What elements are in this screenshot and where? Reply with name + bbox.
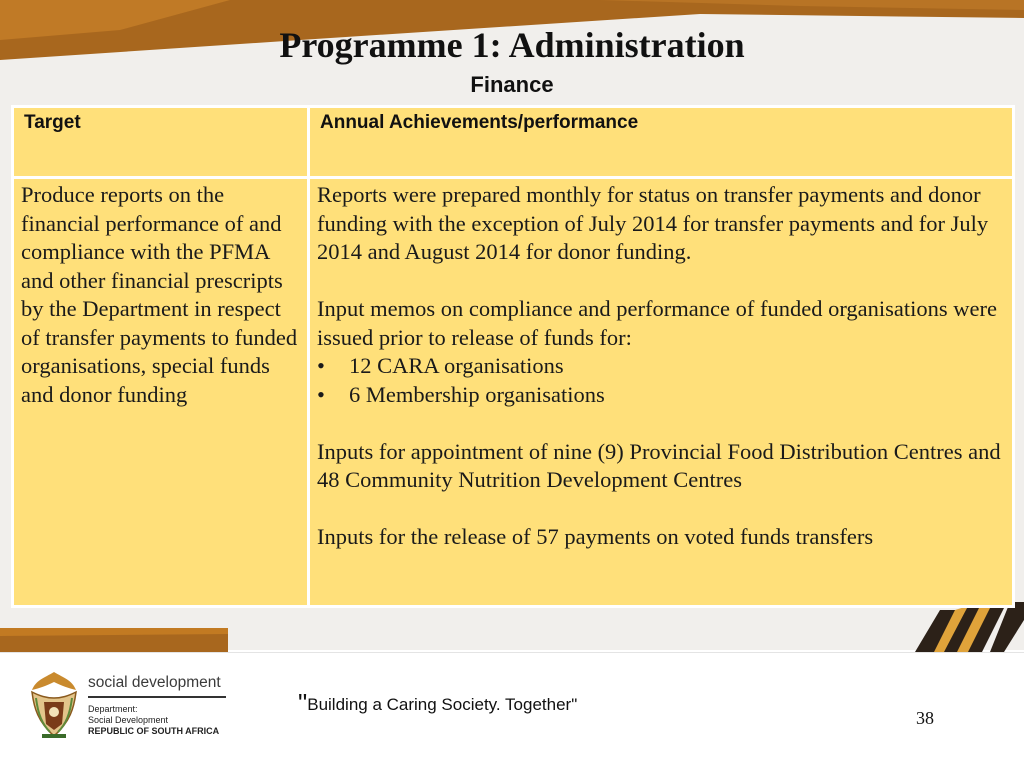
- list-item: [317, 352, 1006, 381]
- achievements-cell: [309, 178, 1014, 607]
- achievement-bullet-list: [317, 352, 1006, 409]
- coat-of-arms-icon: [26, 668, 82, 742]
- target-cell: [13, 178, 309, 607]
- department-label: Department:: [88, 704, 138, 714]
- footer-divider: [0, 652, 1024, 653]
- achievement-paragraph-payments: Inputs for the release of 57 payments on voted funds transfers: [317, 524, 874, 549]
- list-item: [317, 381, 1006, 410]
- bullet-icon: •: [317, 353, 325, 378]
- country-name: REPUBLIC OF SOUTH AFRICA: [88, 726, 220, 736]
- achievement-paragraph-appointments: Inputs for appointment of nine (9) Provincial Food Distribution Centres and 48 Community Nutrition Development Centres: [317, 438, 1001, 492]
- target-achievements-table: [11, 105, 1015, 608]
- footer-tagline: [298, 688, 577, 719]
- header-target: Target: [13, 107, 309, 178]
- table-row: [13, 178, 1014, 607]
- tagline-open-quote: ": [298, 688, 308, 718]
- header-achievements: Annual Achievements/performance: [309, 107, 1014, 178]
- bullet-text: 6 Membership organisations: [349, 381, 605, 407]
- page-title: Programme 1: Administration: [279, 25, 745, 65]
- bullet-text: 12 CARA organisations: [349, 353, 564, 378]
- page-subtitle: Finance: [470, 72, 554, 97]
- target-text: Produce reports on the financial performance of and compliance with the PFMA and other financial prescripts by the Department in respect of transfer payments to funded organisations, special funds and donor funding: [21, 182, 298, 407]
- department-logo: [26, 668, 226, 742]
- table-header-row: [13, 107, 1014, 178]
- bullet-icon: •: [317, 381, 325, 407]
- department-name: Social Development: [88, 715, 169, 725]
- tagline-text: Building a Caring Society. Together": [307, 695, 578, 714]
- brand-rule: [88, 696, 226, 698]
- achievement-paragraph-reports: Reports were prepared monthly for status on transfer payments and donor funding with the exception of July 2014 for transfer payments and for July 2014 and August 2014 for donor funding.: [317, 182, 989, 264]
- achievement-paragraph-memos: Input memos on compliance and performance of funded organisations were issued prior to release of funds for:: [317, 296, 997, 350]
- page-number: 38: [916, 708, 934, 728]
- brand-name: social development: [88, 674, 221, 691]
